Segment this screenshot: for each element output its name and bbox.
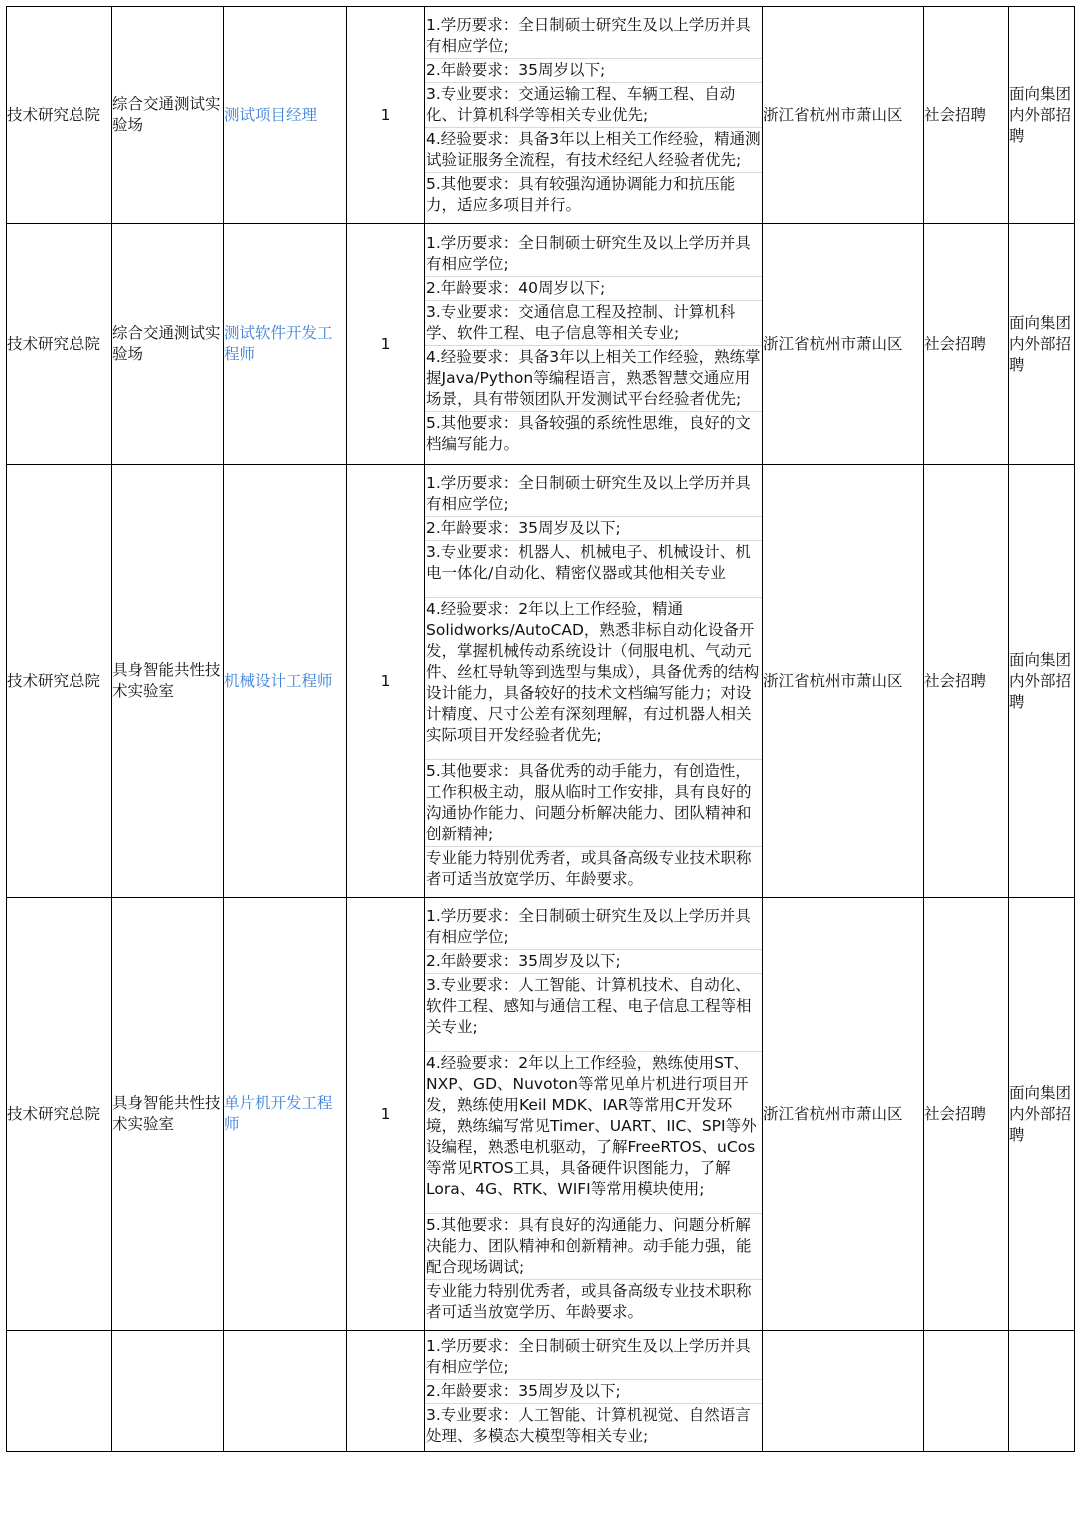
headcount-cell: 1 [347,898,425,1331]
department-cell: 综合交通测试实验场 [112,7,224,224]
scope-cell: 面向集团内外部招聘 [1009,465,1075,898]
requirement-line: 1.学历要求：全日制硕士研究生及以上学历并具有相应学位; [425,14,762,59]
position-link[interactable] [224,1331,347,1452]
position-link[interactable]: 机械设计工程师 [224,465,347,898]
location-cell: 浙江省杭州市萧山区 [763,898,924,1331]
requirement-line: 3.专业要求：人工智能、计算机技术、自动化、软件工程、感知与通信工程、电子信息工程等相关专业; [425,974,762,1052]
institute-cell: 技术研究总院 [7,898,112,1331]
requirement-line: 2.年龄要求：35周岁以下; [425,59,762,83]
department-cell: 具身智能共性技术实验室 [112,465,224,898]
scope-cell: 面向集团内外部招聘 [1009,898,1075,1331]
table-row [7,465,1075,898]
headcount-cell: 1 [347,224,425,465]
position-link[interactable]: 测试项目经理 [224,7,347,224]
recruitment-table [6,6,1075,1452]
requirements-cell [425,898,763,1331]
requirements-cell [425,224,763,465]
requirement-line: 3.专业要求：人工智能、计算机视觉、自然语言处理、多模态大模型等相关专业; [426,1405,751,1445]
institute-cell [7,1331,112,1452]
requirement-line: 4.经验要求：具备3年以上相关工作经验，熟练掌握Java/Python等编程语言，熟悉智慧交通应用场景，具有带领团队开发测试平台经验者优先; [425,346,762,412]
institute-cell: 技术研究总院 [7,465,112,898]
requirement-line: 4.经验要求：具备3年以上相关工作经验，精通测试验证服务全流程，有技术经纪人经验者优先; [425,128,762,173]
requirement-line: 5.其他要求：具有较强沟通协调能力和抗压能力，适应多项目并行。 [426,174,736,214]
institute-cell: 技术研究总院 [7,224,112,465]
table-row [7,7,1075,224]
headcount-cell: 1 [347,465,425,898]
department-cell [112,1331,224,1452]
requirement-line: 5.其他要求：具备较强的系统性思维，良好的文档编写能力。 [426,414,751,453]
requirement-line: 专业能力特别优秀者，或具备高级专业技术职称者可适当放宽学历、年龄要求。 [426,1281,752,1321]
location-cell: 浙江省杭州市萧山区 [763,224,924,465]
location-cell: 浙江省杭州市萧山区 [763,7,924,224]
recruit-type-cell: 社会招聘 [924,465,1009,898]
requirement-line: 专业能力特别优秀者，或具备高级专业技术职称者可适当放宽学历、年龄要求。 [426,848,752,888]
department-cell: 具身智能共性技术实验室 [112,898,224,1331]
table-row [7,224,1075,465]
requirement-line: 1.学历要求：全日制硕士研究生及以上学历并具有相应学位; [425,905,762,950]
position-link[interactable]: 单片机开发工程师 [224,898,347,1331]
requirements-cell [425,7,763,224]
institute-cell: 技术研究总院 [7,7,112,224]
requirement-line: 4.经验要求：2年以上工作经验，熟练使用ST、NXP、GD、Nuvoton等常见单片机进行项目开发，熟练使用Keil MDK、IAR等常用C开发环境，熟练编写常见Timer、UART、IIC、SPI等外设编程，熟悉电机驱动，了解FreeRTOS、uCos等常见RTOS工具，具备硬件识图能力，了解Lora、4G、RTK、WIFI等常用模块使用; [425,1052,762,1214]
requirement-line: 3.专业要求：机器人、机械电子、机械设计、机电一体化/自动化、精密仪器或其他相关专业 [425,541,762,598]
requirement-line: 2.年龄要求：35周岁及以下; [425,517,762,541]
requirement-line: 2.年龄要求：35周岁及以下; [425,950,762,974]
requirement-line: 5.其他要求：具备优秀的动手能力，有创造性，工作积极主动，服从临时工作安排，具有良好的沟通协作能力、问题分析解决能力、团队精神和创新精神; [425,760,762,847]
recruit-type-cell [924,1331,1009,1452]
requirement-line: 5.其他要求：具有良好的沟通能力、问题分析解决能力、团队精神和创新精神。动手能力强，能配合现场调试; [425,1214,762,1280]
requirement-line: 3.专业要求：交通信息工程及控制、计算机科学、软件工程、电子信息等相关专业; [425,301,762,346]
headcount-cell [347,1331,425,1452]
table-row [7,1331,1075,1452]
requirement-line: 1.学历要求：全日制硕士研究生及以上学历并具有相应学位; [425,1335,762,1380]
location-cell: 浙江省杭州市萧山区 [763,465,924,898]
requirement-line: 1.学历要求：全日制硕士研究生及以上学历并具有相应学位; [425,472,762,517]
recruit-type-cell: 社会招聘 [924,898,1009,1331]
requirement-line: 2.年龄要求：40周岁以下; [425,277,762,301]
recruit-type-cell: 社会招聘 [924,7,1009,224]
requirements-cell [425,1331,763,1452]
requirement-line: 4.经验要求：2年以上工作经验，精通Solidworks/AutoCAD，熟悉非标自动化设备开发，掌握机械传动系统设计（伺服电机、气动元件、丝杠导轨等到选型与集成），具备优秀的结构设计能力，具备较好的技术文档编写能力；对设计精度、尺寸公差有深刻理解，有过机器人相关实际项目开发经验者优先; [425,598,762,760]
headcount-cell: 1 [347,7,425,224]
table-row [7,898,1075,1331]
requirements-cell [425,465,763,898]
department-cell: 综合交通测试实验场 [112,224,224,465]
requirement-line: 3.专业要求：交通运输工程、车辆工程、自动化、计算机科学等相关专业优先; [425,83,762,128]
position-link[interactable]: 测试软件开发工程师 [224,224,347,465]
scope-cell [1009,1331,1075,1452]
recruitment-table-page [6,6,1074,1452]
requirement-line: 2.年龄要求：35周岁及以下; [425,1380,762,1404]
scope-cell: 面向集团内外部招聘 [1009,7,1075,224]
requirement-line: 1.学历要求：全日制硕士研究生及以上学历并具有相应学位; [425,232,762,277]
location-cell [763,1331,924,1452]
recruit-type-cell: 社会招聘 [924,224,1009,465]
scope-cell: 面向集团内外部招聘 [1009,224,1075,465]
